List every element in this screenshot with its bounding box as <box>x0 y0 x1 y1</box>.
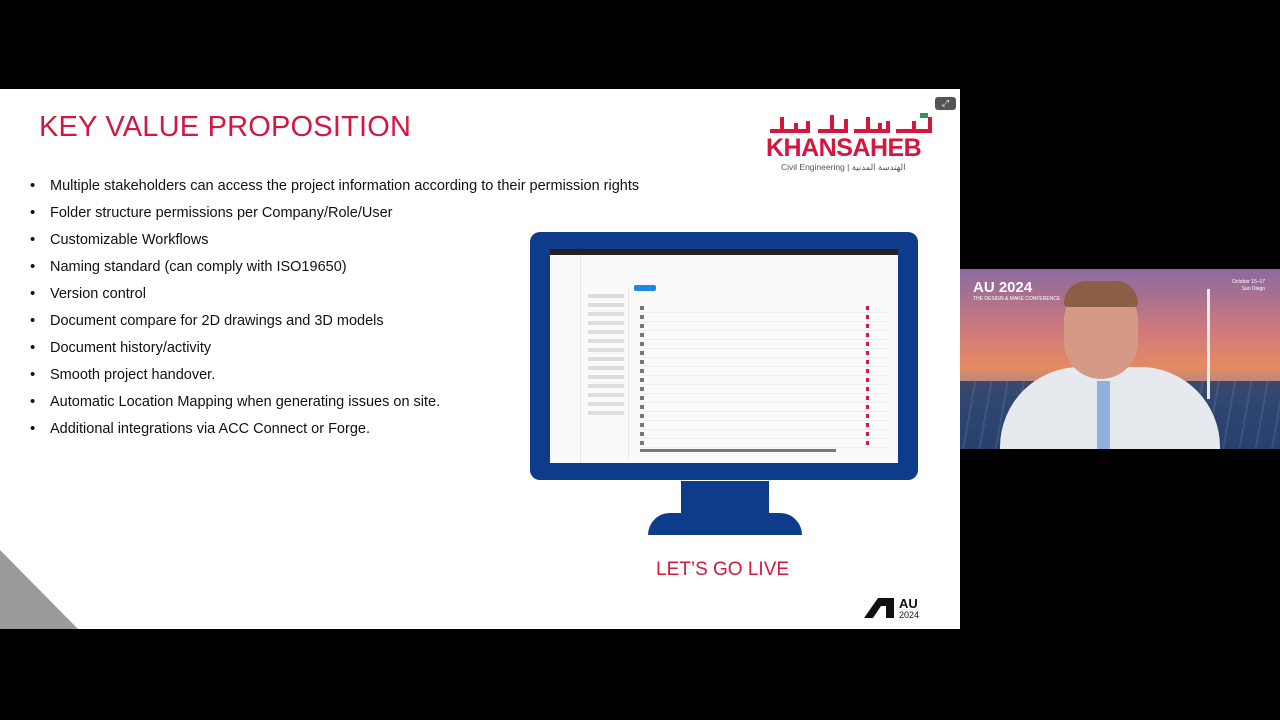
slide-title: KEY VALUE PROPOSITION <box>39 111 412 143</box>
video-date-line1: October 15–17 <box>1232 279 1266 285</box>
speaker-hair <box>1064 281 1138 307</box>
logo-subtitle: Civil Engineering | الهندسة المدنية <box>781 162 906 172</box>
au-logo-year: 2024 <box>899 610 920 620</box>
monitor-illustration <box>530 232 918 480</box>
wind-turbine <box>1207 289 1210 399</box>
speaker-tie <box>1097 381 1110 449</box>
bullet-item: • Automatic Location Mapping when generating issues on site. <box>28 393 639 420</box>
bullet-item: • Document history/activity <box>28 339 639 366</box>
bullet-item: • Folder structure permissions per Company/Role/User <box>28 204 639 231</box>
speaker-body <box>1000 367 1220 449</box>
video-title: AU 2024 <box>973 279 1033 296</box>
bullet-item: • Smooth project handover. <box>28 366 639 393</box>
corner-decoration <box>0 550 78 629</box>
bullet-item: • Version control <box>28 285 639 312</box>
bullet-item: • Multiple stakeholders can access the project information according to their permission rights <box>28 177 639 204</box>
logo-brand: KHANSAHEB <box>766 134 922 162</box>
bullet-item: • Document compare for 2D drawings and 3D models <box>28 312 639 339</box>
bullet-item: • Naming standard (can comply with ISO19650) <box>28 258 639 285</box>
video-date <box>1232 279 1265 293</box>
lets-go-live-label: LET’S GO LIVE <box>656 559 790 580</box>
monitor-screenshot <box>550 249 898 463</box>
bullet-item: • Customizable Workflows <box>28 231 639 258</box>
video-subtitle: THE DESIGN & MAKE CONFERENCE <box>973 296 1061 302</box>
monitor-base <box>648 513 802 535</box>
au-logo-text: AU <box>899 596 918 611</box>
khansaheb-logo <box>766 111 936 177</box>
arabic-logotype <box>768 111 934 135</box>
speaker-video[interactable] <box>960 269 1280 449</box>
screenshot-sidebar <box>550 255 581 463</box>
presentation-slide <box>0 89 960 629</box>
bullet-item: • Additional integrations via ACC Connect or Forge. <box>28 420 639 447</box>
expand-icon[interactable]: ⤢ <box>935 97 956 110</box>
screenshot-button <box>634 285 656 291</box>
screenshot-topbar <box>550 249 898 255</box>
video-date-line2: San Diego <box>1241 286 1266 292</box>
screenshot-file-list <box>638 304 888 448</box>
au-mark-icon <box>864 598 894 618</box>
screenshot-folder-tree <box>584 289 629 459</box>
screenshot-scrollbar <box>640 449 836 452</box>
monitor-neck <box>681 481 769 514</box>
